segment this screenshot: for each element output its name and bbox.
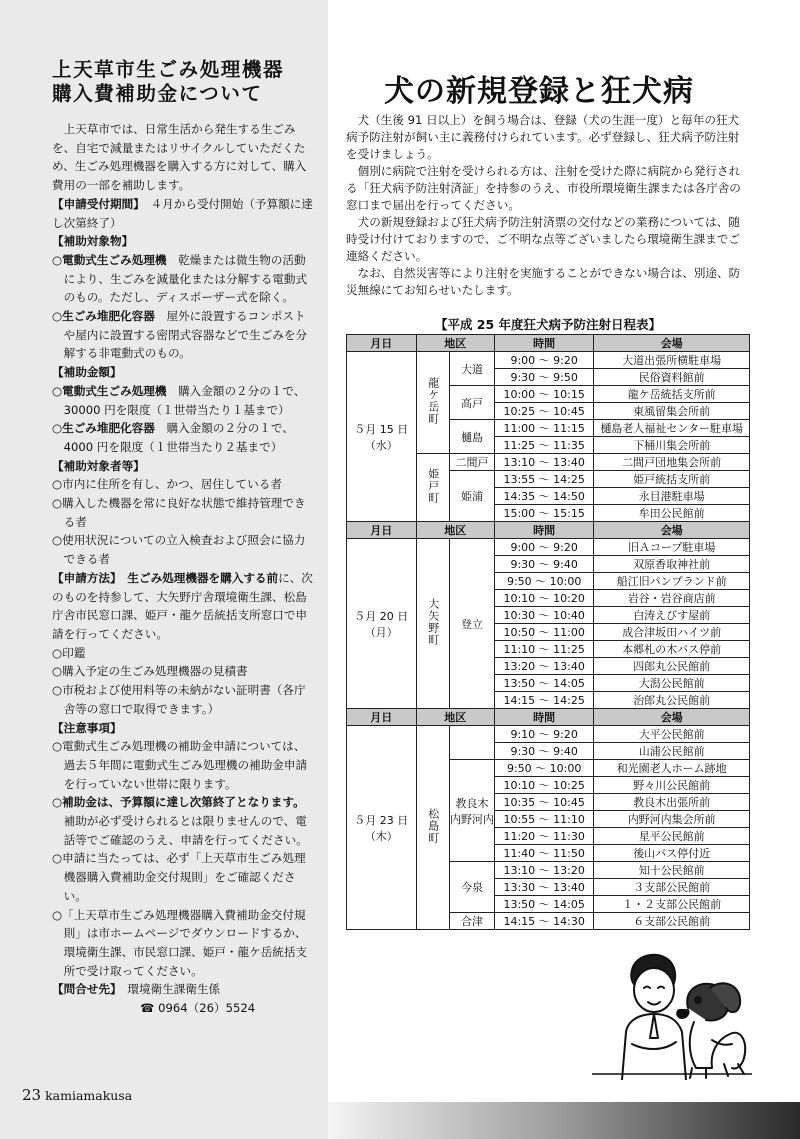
weekday-text: （木） [364, 829, 398, 843]
target-item: ○使用状況についての立入検査および照会に協力できる者 [52, 533, 306, 567]
time-cell: 10:55 ～ 11:10 [494, 811, 593, 828]
left-column [0, 0, 328, 1139]
time-cell: 10:35 ～ 10:45 [494, 794, 593, 811]
table-header-row [347, 522, 750, 539]
area-name: 教良木 [455, 796, 489, 810]
article-title: 上天草市生ごみ処理機器 購入費補助金について [52, 58, 285, 105]
schedule-title: 【平成 25 年度狂犬病予防注射日程表】 [434, 317, 662, 332]
note-item: ○「上天草市生ごみ処理機器購入費補助金交付規則」は市ホームページでダウンロードするか、環境衛生課、市民窓口課、姫戸・龍ケ岳統括支所で受け取ってください。 [52, 907, 308, 978]
table-header-row [347, 709, 750, 726]
table-row [347, 352, 750, 369]
vaccination-schedule-table [346, 334, 750, 930]
time-cell: 14:35 ～ 14:50 [494, 488, 593, 505]
method-line: 【申請方法】 生ごみ処理機器を購入する前に、次のものを持参して、大矢野庁舎環境衛生課、松島庁舎市民窓口課、姫戸・龍ケ岳統括支所窓口で申請を行ってください。 [52, 570, 313, 641]
venue-cell: 牟田公民館前 [594, 505, 750, 522]
header-time: 時間 [494, 522, 593, 539]
venue-cell: 白涛えびす屋前 [594, 607, 750, 624]
time-cell: 11:25 ～ 11:35 [494, 437, 593, 454]
venue-cell: 大道出張所横駐車場 [594, 352, 750, 369]
time-cell: 11:00 ～ 11:15 [494, 420, 593, 437]
venue-cell: 姫戸統括支所前 [594, 471, 750, 488]
venue-cell: 大潟公民館前 [594, 675, 750, 692]
venue-cell: 山浦公民館前 [594, 743, 750, 760]
time-cell: 9:30 ～ 9:40 [494, 743, 593, 760]
target-item: ○市内に住所を有し、かつ、居住している者 [52, 477, 282, 492]
paragraph: 犬の新規登録および狂犬病予防注射済票の交付などの業務については、随時受け付けておりますので、ご不明な点等ございましたら環境衛生課までご連絡ください。 [346, 215, 740, 263]
venue-cell: 教良木出張所前 [594, 794, 750, 811]
paragraph: 犬（生後 91 日以上）を飼う場合は、登録（犬の生涯一度）と毎年の狂犬病予防注射が飼い主に義務付けられています。必ず登録し、狂犬病予防注射を受けましょう。 [346, 113, 740, 161]
target-heading: 【補助対象者等】 [52, 458, 145, 473]
article-body [52, 120, 314, 1018]
header-date: 月日 [347, 335, 417, 352]
area-cell [449, 386, 494, 420]
venue-cell: 双原香取神社前 [594, 556, 750, 573]
time-cell: 13:20 ～ 13:40 [494, 658, 593, 675]
area-name: 大道 [460, 362, 483, 376]
time-cell: 9:30 ～ 9:50 [494, 369, 593, 386]
time-cell: 15:00 ～ 15:15 [494, 505, 593, 522]
town-cell: 松島町 [416, 726, 449, 930]
area-name-2: 内野河内 [449, 812, 494, 826]
venue-cell: 本郷札の木バス停前 [594, 641, 750, 658]
date-cell [347, 352, 417, 522]
table-row [347, 726, 750, 743]
items-heading: 【補助対象物】 [52, 234, 134, 249]
page-number: 23 [22, 1086, 42, 1104]
time-cell: 9:50 ～ 10:00 [494, 573, 593, 590]
paragraph: 個別に病院で注射を受けられる方は、注射を受けた際に病院から発行される「狂犬病予防注射済証」を持参のうえ、市役所環境衛生課または各庁舎の窓口まで届出を行ってください。 [346, 164, 741, 212]
method-item: ○市税および使用料等の未納がない証明書（各庁舎等の窓口で取得できます。） [52, 683, 306, 716]
header-venue: 会場 [594, 335, 750, 352]
note-item: ○補助金は、予算額に達し次第終了となります。補助が必ず受けられるとは限りませんので、電話等でご確認のうえ、申請を行ってください。 [52, 795, 308, 847]
header-date: 月日 [347, 709, 417, 726]
area-cell [449, 352, 494, 386]
venue-cell: 四郎丸公民館前 [594, 658, 750, 675]
venue-cell: 龍ケ岳統括支所前 [594, 386, 750, 403]
contact-phone: ☎ 0964（26）5524 [140, 1001, 256, 1016]
venue-cell: １・２支部公民館前 [594, 896, 750, 913]
venue-cell: 和光園老人ホーム跡地 [594, 760, 750, 777]
venue-cell: 治郎丸公民館前 [594, 692, 750, 709]
note-item: ○電動式生ごみ処理機の補助金申請については、過去５年間に電動式生ごみ処理機の補助金申請を行っていない世帯に限ります。 [52, 739, 308, 791]
area-cell [449, 862, 494, 913]
venue-cell: 知十公民館前 [594, 862, 750, 879]
area-cell [449, 471, 494, 522]
time-cell: 9:00 ～ 9:20 [494, 352, 593, 369]
venue-cell: ６支部公民館前 [594, 913, 750, 930]
town-cell: 龍ケ岳町 [416, 352, 449, 454]
vet-and-dog-illustration [592, 948, 752, 1080]
area-cell [449, 454, 494, 471]
time-cell: 9:50 ～ 10:00 [494, 760, 593, 777]
venue-cell: 旧Ａコープ駐車場 [594, 539, 750, 556]
venue-cell: 岩谷・岩谷商店前 [594, 590, 750, 607]
area-name: 今泉 [460, 881, 483, 894]
time-cell: 13:30 ～ 13:40 [494, 879, 593, 896]
method-item: ○購入予定の生ごみ処理機器の見積書 [52, 664, 248, 679]
area-cell [449, 760, 494, 862]
table-header-row [347, 335, 750, 352]
time-cell: 13:10 ～ 13:40 [494, 454, 593, 471]
time-cell: 11:10 ～ 11:25 [494, 641, 593, 658]
item-electric: ○電動式生ごみ処理機 乾燥または微生物の活動により、生ごみを減量化または分解する電動式のもの。ただし、ディスポーザー式を除く。 [52, 252, 308, 305]
time-cell: 13:10 ～ 13:20 [494, 862, 593, 879]
area-name: 高戸 [460, 396, 483, 410]
venue-cell: 大平公民館前 [594, 726, 750, 743]
time-cell: 14:15 ～ 14:25 [494, 692, 593, 709]
town-cell: 姫戸町 [416, 454, 449, 522]
date-text: ５月 20 日 [354, 609, 409, 623]
time-cell: 10:50 ～ 11:00 [494, 624, 593, 641]
venue-cell: 野々川公民館前 [594, 777, 750, 794]
area-cell [449, 539, 494, 709]
header-venue: 会場 [594, 709, 750, 726]
header-district: 地区 [416, 335, 494, 352]
header-time: 時間 [494, 335, 593, 352]
intro-text: 上天草市では、日常生活から発生する生ごみを、自宅で減量またはリサイクルしていただくため、生ごみ処理機器を購入する方に対して、購入費用の一部を補助します。 [52, 122, 307, 193]
magazine-name: kamiamakusa [45, 1088, 133, 1103]
venue-cell: 樋島老人福祉センター駐車場 [594, 420, 750, 437]
town-cell: 大矢野町 [416, 539, 449, 709]
dog-article-title: 犬の新規登録と狂犬病 [384, 74, 694, 109]
time-cell: 13:55 ～ 14:25 [494, 471, 593, 488]
area-name: 姫浦 [460, 490, 483, 503]
date-text: ５月 23 日 [354, 813, 409, 827]
page-footer [22, 1086, 132, 1104]
weekday-text: （水） [364, 438, 398, 452]
note-item: ○申請に当たっては、必ず「上天草市生ごみ処理機器購入費補助金交付規則」をご確認ください。 [52, 851, 306, 903]
method-item: ○印鑑 [52, 645, 86, 660]
time-cell: 10:00 ～ 10:15 [494, 386, 593, 403]
venue-cell: 東風留集会所前 [594, 403, 750, 420]
item-compost: ○生ごみ堆肥化容器 屋外に設置するコンポストや屋内に設置する密閉式容器などで生ごみを分解する非電動式のもの。 [52, 309, 308, 361]
venue-cell: 永目港駐車場 [594, 488, 750, 505]
date-text: ５月 15 日 [354, 422, 409, 436]
time-cell: 10:10 ～ 10:25 [494, 777, 593, 794]
period-line: 【申請受付期間】 ４月から受付開始（予算額に達し次第終了） [52, 196, 313, 230]
time-cell: 13:50 ～ 14:05 [494, 675, 593, 692]
venue-cell: 成合津坂田ハイツ前 [594, 624, 750, 641]
target-item: ○購入した機器を常に良好な状態で維持管理できる者 [52, 496, 306, 529]
venue-cell: 二間戸団地集会所前 [594, 454, 750, 471]
venue-cell: 船江旧パンプランド前 [594, 573, 750, 590]
notes-heading: 【注意事項】 [52, 720, 122, 735]
paragraph: なお、自然災害等により注射を実施することができない場合は、別途、防災無線にてお知らせいたします。 [346, 266, 741, 297]
area-name: 二間戸 [455, 456, 489, 469]
time-cell: 13:50 ～ 14:05 [494, 896, 593, 913]
time-cell: 10:30 ～ 10:40 [494, 607, 593, 624]
venue-cell: ３支部公民館前 [594, 879, 750, 896]
venue-cell: 星平公民館前 [594, 828, 750, 845]
area-cell [449, 420, 494, 454]
amount-electric: ○電動式生ごみ処理機 購入金額の２分の１で、30000 円を限度（１世帯当たり１基まで） [52, 383, 306, 417]
time-cell: 11:20 ～ 11:30 [494, 828, 593, 845]
bottom-gradient-bar [328, 1102, 800, 1139]
amount-compost: ○生ごみ堆肥化容器 購入金額の２分の１で、4000 円を限度（１世帯当たり２基まで） [52, 421, 294, 454]
header-district: 地区 [416, 709, 494, 726]
area-name: 登立 [460, 617, 483, 631]
weekday-text: （月） [364, 625, 398, 639]
contact-line: 【問合せ先】 環境衛生課衛生係 [52, 982, 221, 997]
amount-heading: 【補助金額】 [52, 365, 122, 380]
header-date: 月日 [347, 522, 417, 539]
header-time: 時間 [494, 709, 593, 726]
header-district: 地区 [416, 522, 494, 539]
area-name: 樋島 [460, 430, 483, 444]
date-cell [347, 726, 417, 930]
date-cell [347, 539, 417, 709]
venue-cell: 内野河内集会所前 [594, 811, 750, 828]
table-row [347, 539, 750, 556]
time-cell: 10:10 ～ 10:20 [494, 590, 593, 607]
time-cell: 9:10 ～ 9:20 [494, 726, 593, 743]
area-cell [449, 726, 494, 760]
venue-cell: 後山バス停付近 [594, 845, 750, 862]
area-name: 合津 [460, 915, 483, 928]
time-cell: 9:00 ～ 9:20 [494, 539, 593, 556]
venue-cell: 民俗資料館前 [594, 369, 750, 386]
header-venue: 会場 [594, 522, 750, 539]
area-cell [449, 913, 494, 930]
time-cell: 10:25 ～ 10:45 [494, 403, 593, 420]
venue-cell: 下桶川集会所前 [594, 437, 750, 454]
time-cell: 14:15 ～ 14:30 [494, 913, 593, 930]
dog-article-body [346, 112, 750, 299]
time-cell: 9:30 ～ 9:40 [494, 556, 593, 573]
time-cell: 11:40 ～ 11:50 [494, 845, 593, 862]
